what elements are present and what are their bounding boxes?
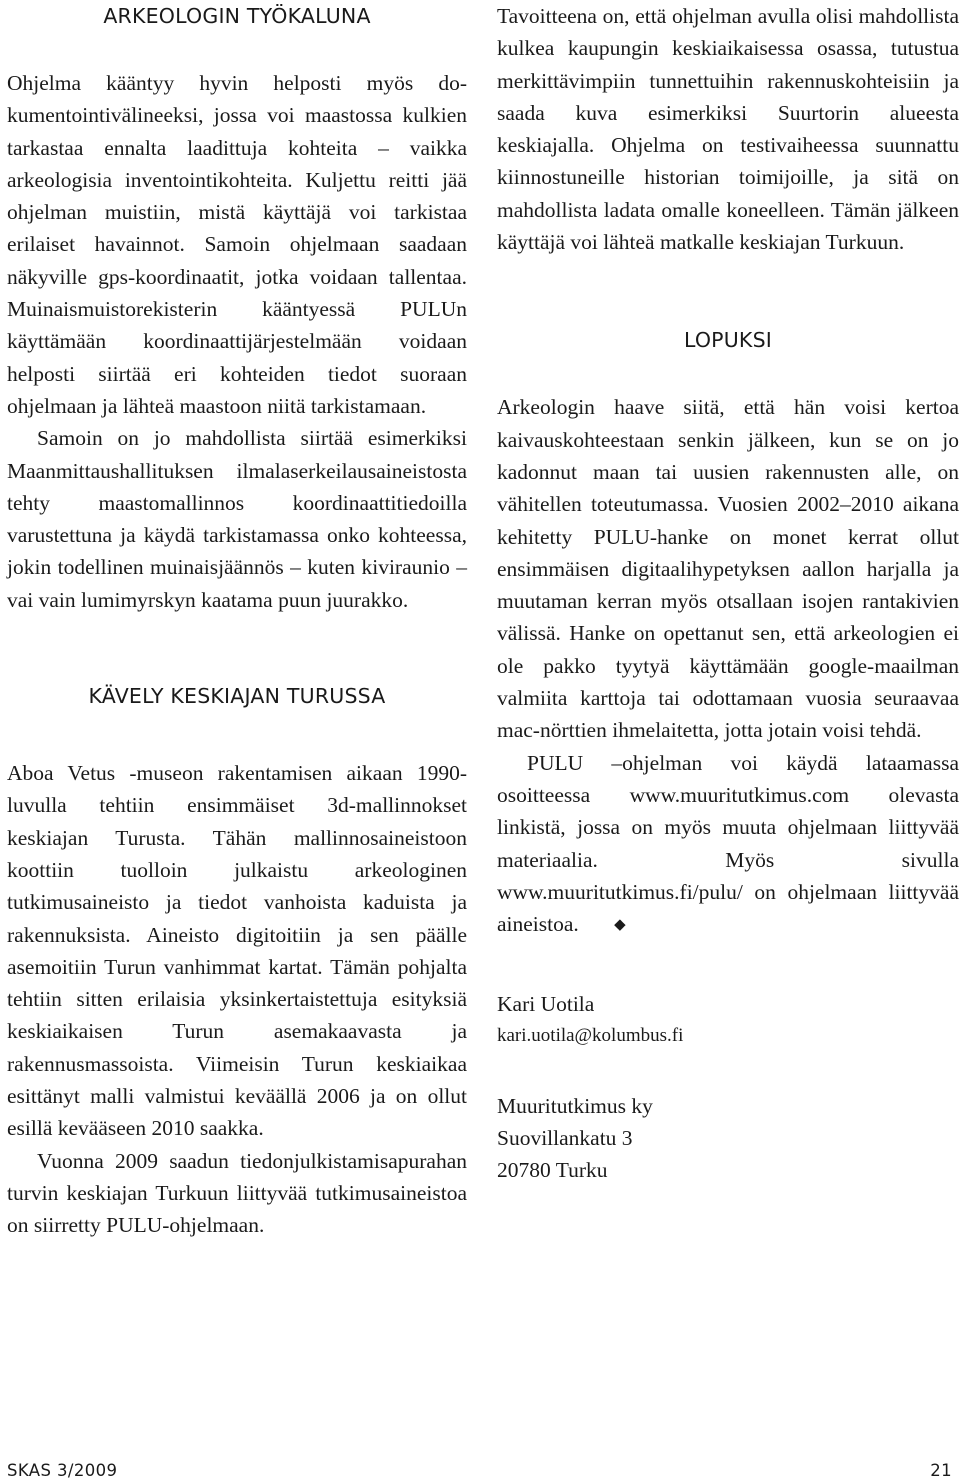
left-column bbox=[7, 0, 467, 1242]
author-email: kari.uotila@kolumbus.fi bbox=[497, 1025, 684, 1047]
address-line: Suovillankatu 3 bbox=[497, 1126, 633, 1151]
paragraph-with-end-mark bbox=[497, 747, 959, 941]
diamond-end-mark-icon: ◆ bbox=[614, 917, 626, 934]
section-heading-kavely-keskiajan-turussa: KÄVELY KESKIAJAN TURUSSA bbox=[88, 684, 386, 709]
paragraph: Tavoitteena on, että ohjelman avulla olisi mahdollista kulkea kaupungin keskiaikaisessa osassa, tutustua merkittävimpiin tunnettuihin rakennuskohteisiin ja saada kuva esimerkiksi Suurtorin alueesta keskiajalla. Ohjelma on testivaiheessa suunnattu kiinnostuneille historian toimijoille, ja sitä on mahdollista ladata omalle koneelleen. Tämän jälkeen käyttäjä voi lähteä matkalle keskiajan Turkuun. bbox=[497, 4, 959, 255]
paragraph-text: PULU –ohjelman voi käydä lataamassa osoitteessa www.muuritutkimus.com olevasta linkistä, jossa on myös muuta ohjelmaan liittyvää materiaalia. Myös sivulla www.muuritutkimus.fi/pulu/ on ohjelmaan liittyvää aineistoa. bbox=[497, 750, 959, 937]
paragraph: Arkeologin haave siitä, että hän voisi kertoa kaivauskohteestaan senkin jälkeen, kun se on jo kadonnut maan tai uusien rakennusten alle, on vähitellen toteutumassa. Vuosien 2002–2010 aikana kehitetty PULU-hanke on monet kerrat ollut ensimmäisen digitaalihypetyksen aallon harjalla ja muutaman kerran myös otsallaan isojen rantakivien välissä. Hanke on opettanut sen, että arkeologien ei ole pakko tyytyä käyttämään google-maailman valmiita karttoja tai odottamaan vuosia seuraavaa mac-nörttien ihmelaitetta, jotta jotain voisi tehdä. bbox=[497, 395, 959, 743]
address-line: 20780 Turku bbox=[497, 1158, 608, 1183]
right-column bbox=[497, 0, 959, 1186]
section-heading-lopuksi: LOPUKSI bbox=[683, 328, 773, 353]
address-line: Muuritutkimus ky bbox=[497, 1094, 653, 1119]
paragraph: Ohjelma kääntyy hyvin helposti myös dokumentointivälineeksi, jossa voi maastossa kulkien tarkastaa ennalta laadittuja kohteita – vaikka arkeologisia inventointikohteita. Kuljettu reitti jää ohjelman muistiin, mistä käyttäjä voi tarkistaa erilaiset havainnot. Samoin ohjelmaan saadaan näkyville gps-koordinaatit, jotka voidaan tallentaa. Muinaismuistorekisterin kääntyessä PULUn käyttämään koordinaattijärjestelmään voidaan helposti siirtää eri kohteiden tiedot suoraan ohjelmaan ja lähteä maastoon niitä tarkistamaan. bbox=[7, 71, 467, 418]
paragraph: Samoin on jo mahdollista siirtää esimerkiksi Maanmittaushallituksen ilmalaserkeilausaineistosta tehty maastomallinnos koordinaattitiedoilla varustettuna ja käydä tarkistamassa onko kohteessa, jokin todellinen muinaisjäännös – kuten kiviraunio – vai vain lumimyrskyn kaatama puun juurakko. bbox=[7, 426, 467, 612]
footer-page-number: 21 bbox=[930, 1461, 952, 1480]
footer-publication: SKAS 3/2009 bbox=[7, 1461, 118, 1480]
section-heading-arkeologin-tyokaluna: ARKEOLOGIN TYÖKALUNA bbox=[103, 4, 371, 28]
paragraph: Vuonna 2009 saadun tiedonjulkistamisapurahan turvin keskiajan Turkuun liittyvää tutkimusaineistoa on siirretty PULU-ohjelmaan. bbox=[7, 1148, 467, 1238]
author-signature bbox=[497, 988, 959, 1052]
paragraph: Aboa Vetus -museon rakentamisen aikaan 1990-luvulla tehtiin ensimmäiset 3d-mallinnokset keskiajan Turusta. Tähän mallinnosaineistoon koottiin tuolloin julkaistu arkeologinen tutkimusaineisto ja tiedot vanhoista kaduista ja rakennuksista. Aineisto digitoitiin ja sen päälle asemoitiin Turun vanhimmat kartat. Tämän pohjalta tehtiin sitten erilaisia yksinkertaistettuja esityksiä keskiaikaisen Turun asemakaavasta ja rakennusmassoista. Viimeisin Turun keskiaikaa esittänyt malli valmistui keväällä 2006 ja on ollut esillä kevääseen 2010 saakka. bbox=[7, 761, 467, 1141]
author-name: Kari Uotila bbox=[497, 992, 595, 1017]
author-address bbox=[497, 1090, 959, 1186]
